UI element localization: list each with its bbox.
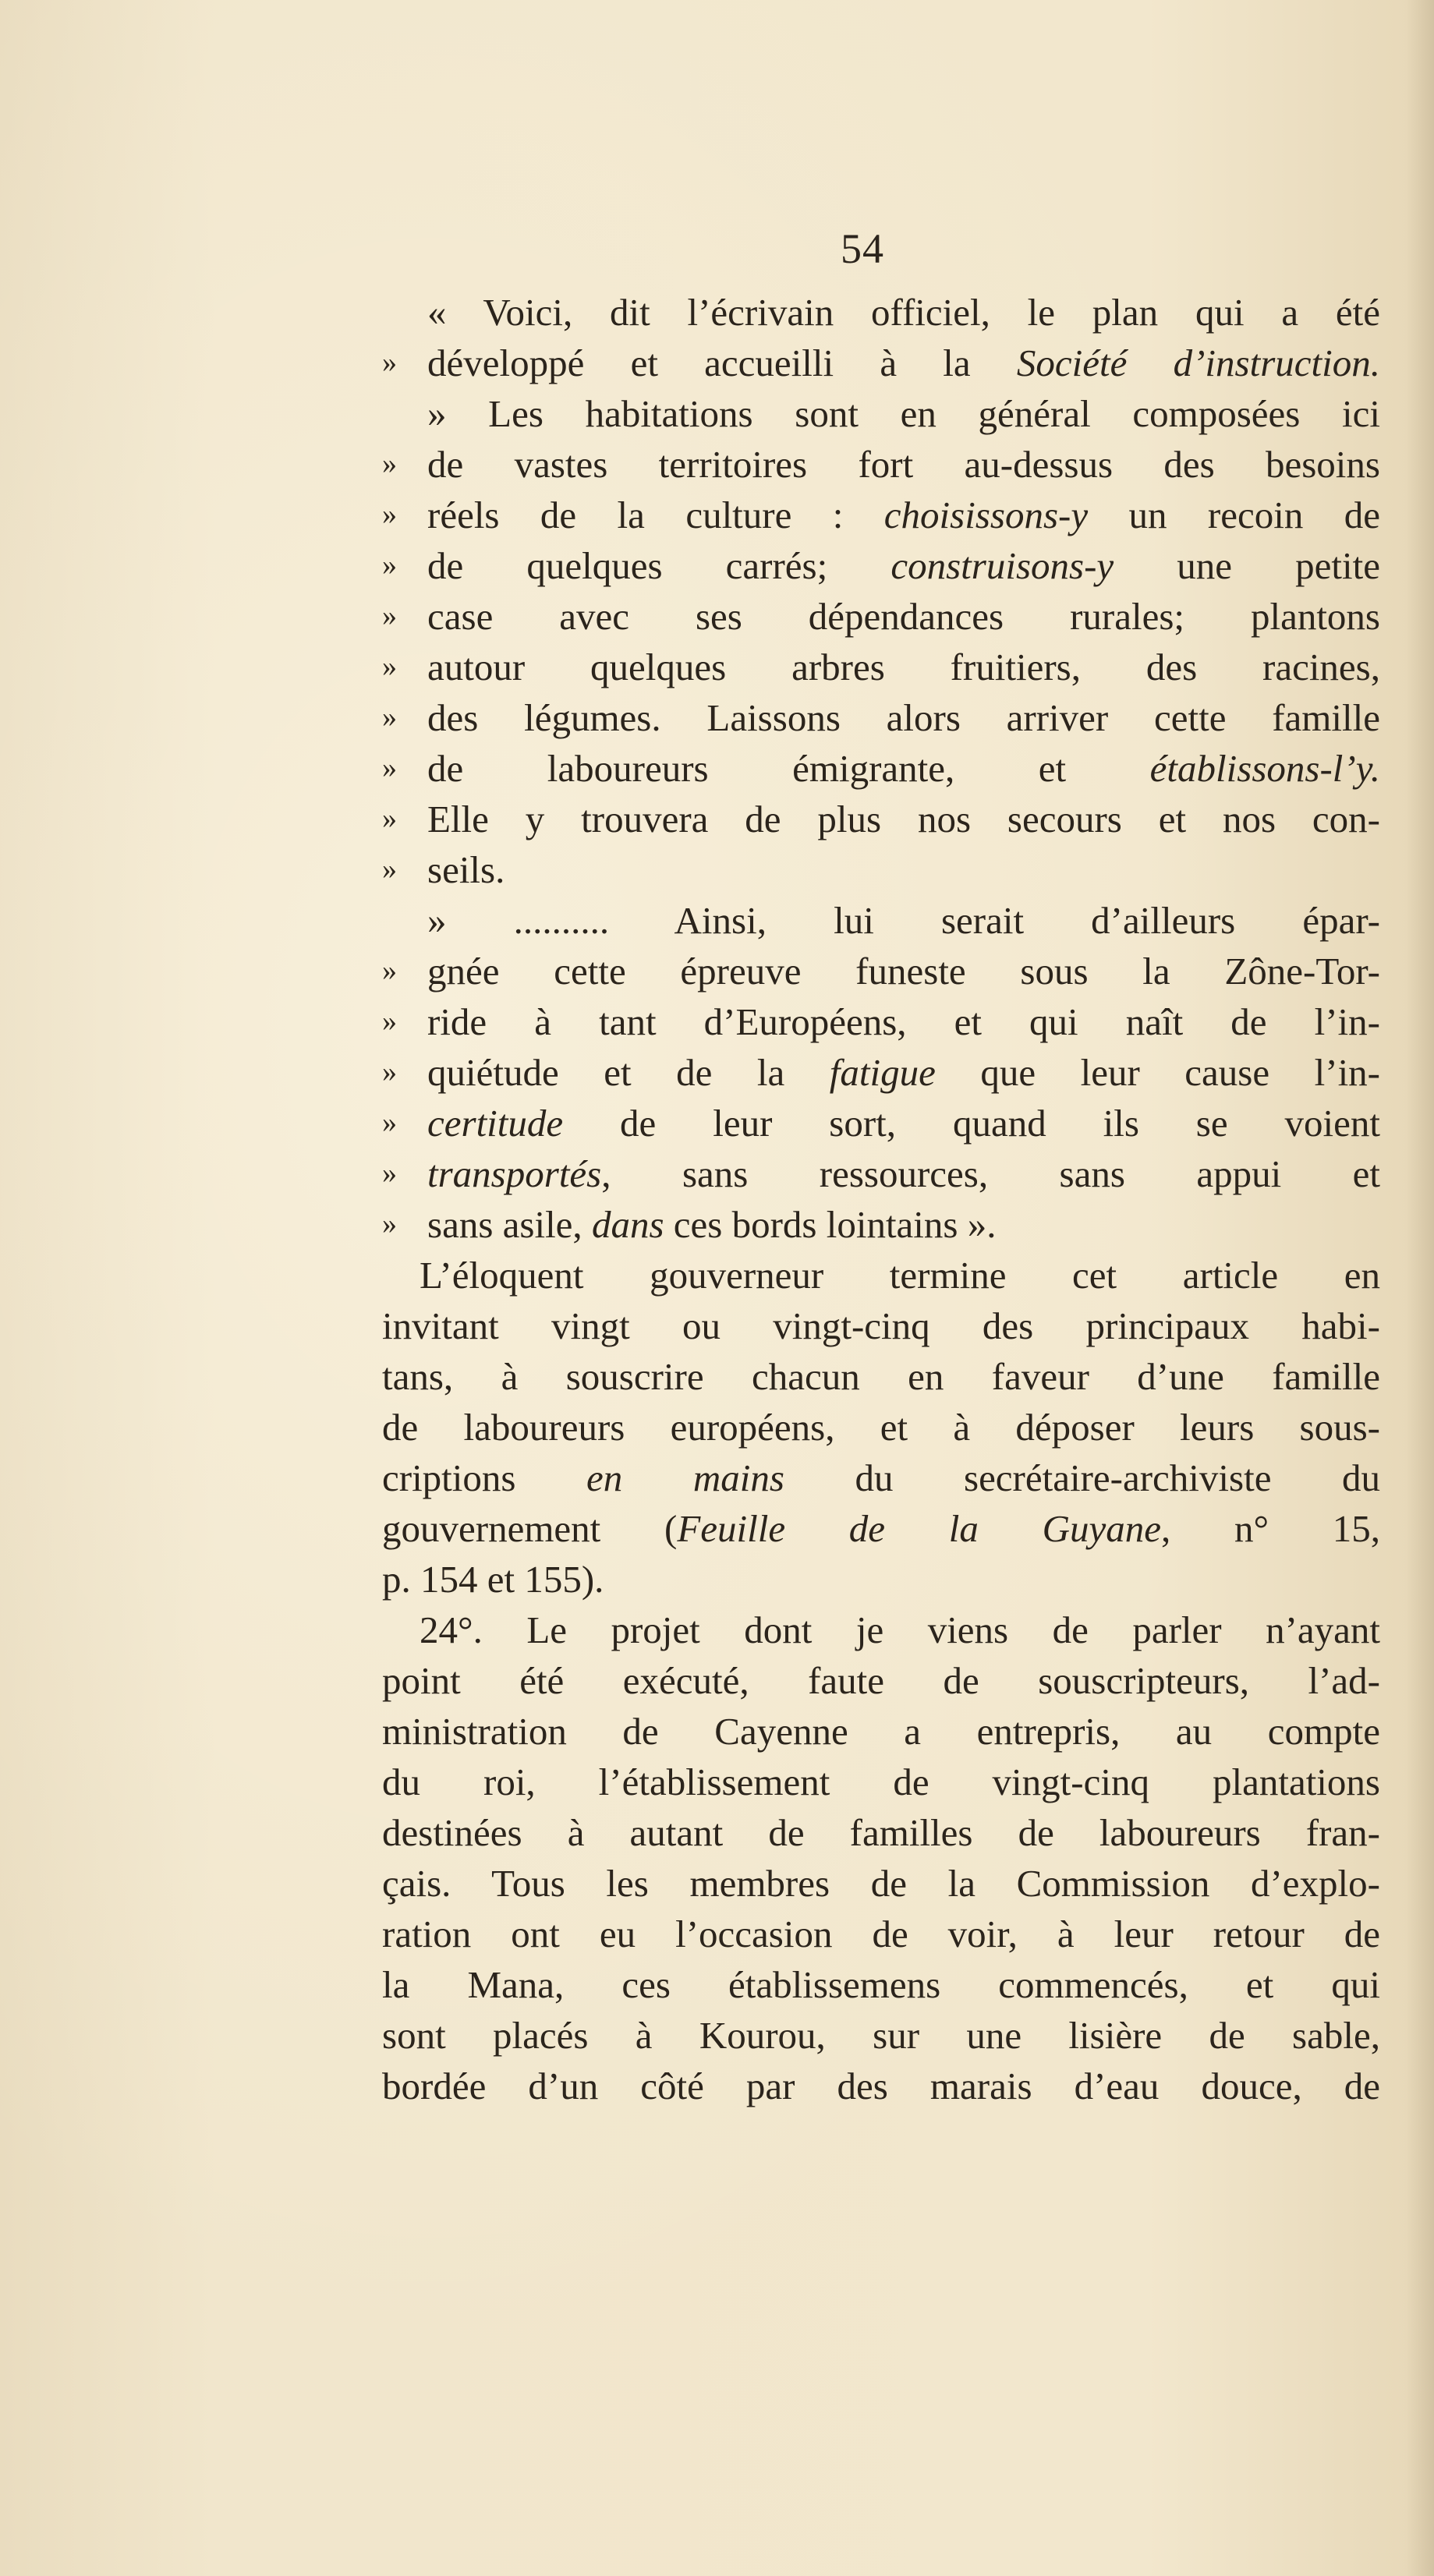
- line-text: [427, 996, 1380, 1047]
- page-gutter-shadow: [1406, 0, 1434, 2576]
- text-line: [382, 1250, 1380, 1300]
- text-line: [382, 692, 1380, 743]
- text-line: [382, 946, 1380, 996]
- roman-text: « Voici, dit l’écrivain officiel, le plan qui a été: [427, 291, 1380, 334]
- text-line: [382, 1402, 1380, 1453]
- line-text: [427, 794, 1380, 844]
- text-line: [382, 1148, 1380, 1199]
- page-number: 54: [841, 225, 884, 272]
- line-text: [382, 1959, 1380, 2010]
- page-body-text: [382, 287, 1380, 2111]
- quote-mark: »: [382, 802, 397, 835]
- quote-mark: »: [382, 1005, 397, 1038]
- italic-text: fatigue: [829, 1051, 936, 1094]
- quote-mark: »: [382, 549, 397, 582]
- line-text: [427, 1098, 1380, 1148]
- roman-text: » .......... Ainsi, lui serait d’ailleurs épar-: [427, 899, 1380, 942]
- quote-mark: »: [382, 1157, 397, 1190]
- roman-text: tans, à souscrire chacun en faveur d’une famille: [382, 1355, 1380, 1398]
- quote-mark: »: [382, 650, 397, 683]
- line-text: [382, 1807, 1380, 1858]
- roman-text: ration ont eu l’occasion de voir, à leur retour de: [382, 1913, 1380, 1955]
- line-text: [382, 1757, 1380, 1807]
- line-text: [382, 1453, 1380, 1503]
- line-text: [427, 1148, 1380, 1199]
- text-line: [382, 1300, 1380, 1351]
- quote-mark: »: [382, 1056, 397, 1088]
- quote-mark: »: [382, 1208, 397, 1240]
- line-text: [427, 338, 1380, 388]
- roman-text: des légumes. Laissons alors arriver cette famille: [427, 696, 1380, 739]
- italic-text: en mains: [586, 1456, 784, 1499]
- roman-text: gnée cette épreuve funeste sous la Zône-Tor-: [427, 950, 1380, 993]
- line-text: [427, 490, 1380, 540]
- line-text: [382, 1858, 1380, 1909]
- line-text: [382, 1503, 1380, 1554]
- text-line: [382, 794, 1380, 844]
- text-line: [382, 743, 1380, 794]
- quote-mark: »: [382, 346, 397, 379]
- line-text: [427, 540, 1380, 591]
- line-text: [382, 1554, 1380, 1605]
- roman-text: seils.: [427, 848, 505, 891]
- quote-mark: »: [382, 752, 397, 784]
- line-text: [382, 1655, 1380, 1706]
- roman-text: p. 154 et 155).: [382, 1558, 604, 1601]
- roman-text: Elle y trouvera de plus nos secours et nos con-: [427, 798, 1380, 840]
- line-text: [427, 844, 1380, 895]
- text-line: [382, 1098, 1380, 1148]
- italic-text: choisissons-y: [883, 494, 1089, 536]
- text-line: [382, 996, 1380, 1047]
- text-line: [382, 1453, 1380, 1503]
- text-line: [382, 1959, 1380, 2010]
- line-text: [427, 1199, 1380, 1250]
- roman-text: du roi, l’établissement de vingt-cinq plantations: [382, 1760, 1380, 1803]
- text-line: [382, 895, 1380, 946]
- roman-text: invitant vingt ou vingt-cinq des principaux habi-: [382, 1304, 1380, 1347]
- line-text: [427, 388, 1380, 439]
- roman-text: çais. Tous les membres de la Commission d’explo-: [382, 1862, 1380, 1905]
- roman-text: du secrétaire-archiviste du: [784, 1456, 1381, 1499]
- roman-text: ces bords lointains ».: [664, 1203, 997, 1246]
- text-line: [382, 642, 1380, 692]
- quote-mark: »: [382, 701, 397, 734]
- line-text: [382, 1300, 1380, 1351]
- text-line: [382, 1909, 1380, 1959]
- line-text: [382, 1351, 1380, 1402]
- roman-text: un recoin de: [1088, 494, 1380, 536]
- line-text: [382, 1706, 1380, 1757]
- roman-text: autour quelques arbres fruitiers, des racines,: [427, 646, 1380, 688]
- text-line: [382, 1351, 1380, 1402]
- text-line: [382, 1605, 1380, 1655]
- quote-mark: »: [382, 448, 397, 480]
- text-line: [382, 1503, 1380, 1554]
- line-text: [427, 642, 1380, 692]
- roman-text: gouvernement (: [382, 1507, 678, 1550]
- roman-text: destinées à autant de familles de laboureurs fran-: [382, 1811, 1380, 1854]
- roman-text: 24°. Le projet dont je viens de parler n’ayant: [420, 1608, 1380, 1651]
- roman-text: sans asile,: [427, 1203, 592, 1246]
- text-line: [382, 1858, 1380, 1909]
- text-line: [382, 439, 1380, 490]
- text-line: [382, 1655, 1380, 1706]
- text-line: [382, 844, 1380, 895]
- roman-text: de laboureurs émigrante, et: [427, 747, 1150, 790]
- italic-text: construisons-y: [890, 544, 1114, 587]
- roman-text: bordée d’un côté par des marais d’eau douce, de: [382, 2065, 1380, 2107]
- line-text: [427, 692, 1380, 743]
- quote-mark: »: [382, 853, 397, 886]
- line-text: [427, 743, 1380, 794]
- italic-text: établissons-l’y.: [1149, 747, 1380, 790]
- roman-text: la Mana, ces établissemens commencés, et qui: [382, 1963, 1380, 2006]
- line-text: [427, 591, 1380, 642]
- text-line: [382, 388, 1380, 439]
- roman-text: , sans ressources, sans appui et: [601, 1152, 1380, 1195]
- line-text: [427, 895, 1380, 946]
- text-line: [382, 1047, 1380, 1098]
- line-text: [382, 1909, 1380, 1959]
- text-line: [382, 1757, 1380, 1807]
- text-line: [382, 540, 1380, 591]
- roman-text: point été exécuté, faute de souscripteurs, l’ad-: [382, 1659, 1380, 1702]
- roman-text: développé et accueilli à la: [427, 341, 1017, 384]
- line-text: [427, 287, 1380, 338]
- quote-mark: »: [382, 498, 397, 531]
- text-line: [382, 490, 1380, 540]
- roman-text: une petite: [1114, 544, 1380, 587]
- italic-text: Société d’instruction.: [1016, 341, 1380, 384]
- roman-text: de leur sort, quand ils se voient: [563, 1102, 1380, 1145]
- text-line: [382, 1807, 1380, 1858]
- line-text: [427, 946, 1380, 996]
- text-line: [382, 1706, 1380, 1757]
- quote-mark: »: [382, 600, 397, 632]
- roman-text: case avec ses dépendances rurales; plantons: [427, 595, 1380, 638]
- roman-text: L’éloquent gouverneur termine cet article en: [420, 1254, 1380, 1297]
- roman-text: criptions: [382, 1456, 587, 1499]
- italic-text: transportés: [427, 1152, 602, 1195]
- roman-text: sont placés à Kourou, sur une lisière de sable,: [382, 2014, 1380, 2057]
- line-text: [382, 1402, 1380, 1453]
- roman-text: » Les habitations sont en général composées ici: [427, 392, 1380, 435]
- quote-mark: »: [382, 954, 397, 987]
- italic-text: dans: [591, 1203, 664, 1246]
- text-line: [382, 1199, 1380, 1250]
- roman-text: réels de la culture :: [427, 494, 884, 536]
- italic-text: Feuille de la Guyane: [677, 1507, 1161, 1550]
- line-text: [420, 1605, 1380, 1655]
- roman-text: que leur cause l’in-: [935, 1051, 1380, 1094]
- line-text: [382, 2061, 1380, 2111]
- line-text: [427, 1047, 1380, 1098]
- line-text: [427, 439, 1380, 490]
- roman-text: ministration de Cayenne a entrepris, au compte: [382, 1710, 1380, 1753]
- quote-mark: »: [382, 1106, 397, 1139]
- roman-text: de quelques carrés;: [427, 544, 891, 587]
- line-text: [382, 2010, 1380, 2061]
- line-text: [420, 1250, 1380, 1300]
- text-line: [382, 338, 1380, 388]
- italic-text: certitude: [427, 1102, 564, 1145]
- roman-text: de laboureurs européens, et à déposer leurs sous-: [382, 1406, 1380, 1449]
- roman-text: de vastes territoires fort au-dessus des besoins: [427, 443, 1380, 486]
- roman-text: quiétude et de la: [427, 1051, 830, 1094]
- roman-text: ride à tant d’Européens, et qui naît de l’in-: [427, 1000, 1380, 1043]
- text-line: [382, 2010, 1380, 2061]
- text-line: [382, 2061, 1380, 2111]
- roman-text: , n° 15,: [1160, 1507, 1381, 1550]
- text-line: [382, 287, 1380, 338]
- text-line: [382, 1554, 1380, 1605]
- text-line: [382, 591, 1380, 642]
